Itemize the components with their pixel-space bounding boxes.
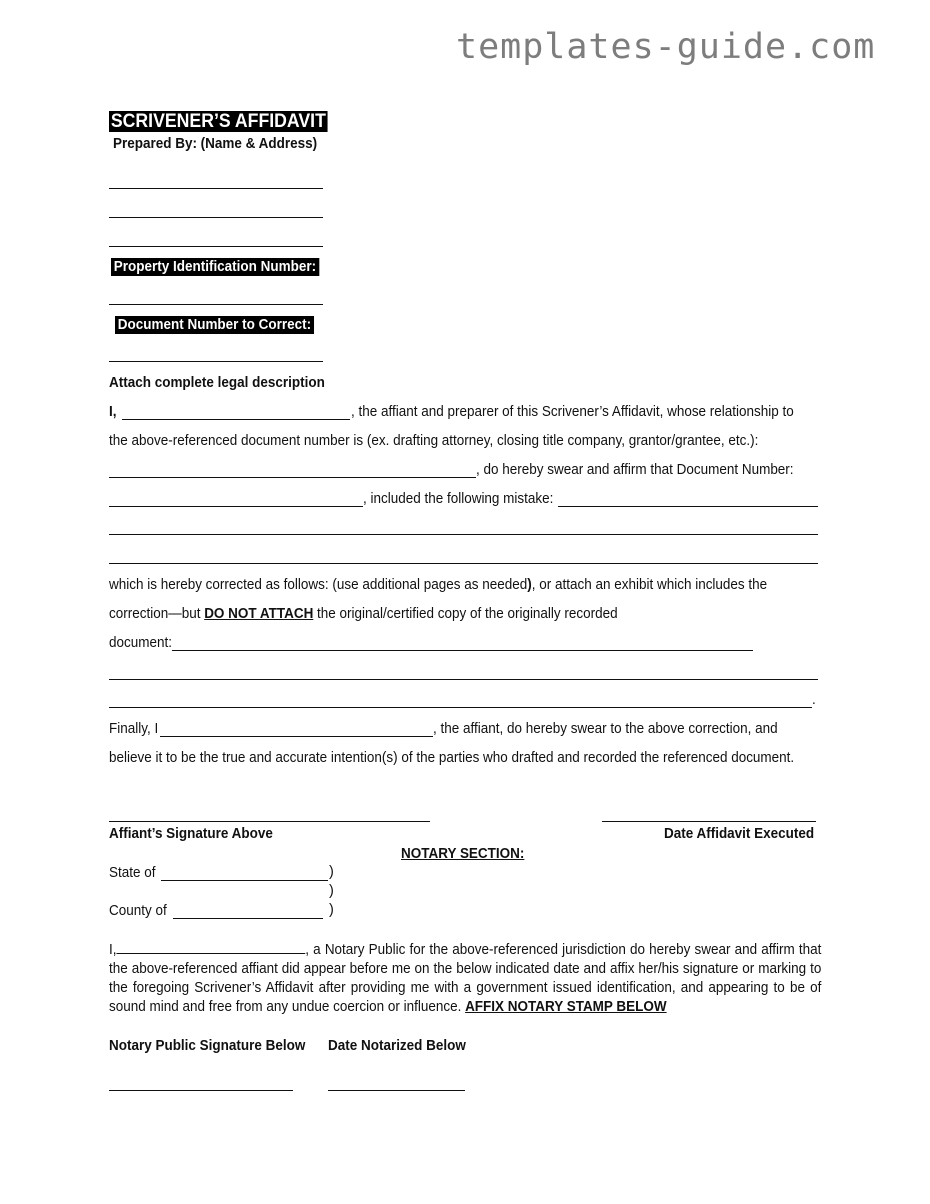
p1-line-d: , included the following mistake: [363, 491, 554, 507]
paren-1: ) [329, 864, 334, 880]
p1-line-b: the above-referenced document number is (ex. drafting attorney, closing title company, grantor/grantee, etc.): [109, 433, 759, 449]
p2-line-a-paren: ) [527, 577, 532, 593]
p2-line-a [109, 577, 767, 593]
notary-section-heading: NOTARY SECTION: [401, 846, 525, 862]
affiant-signature-line[interactable] [109, 821, 430, 822]
notary-signature-line[interactable] [109, 1090, 293, 1091]
county-blank[interactable] [173, 918, 323, 919]
doc-number-label-text: Document Number to Correct: [115, 316, 314, 334]
notary-signature-label: Notary Public Signature Below [109, 1038, 306, 1054]
p2-line-a-text: which is hereby corrected as follows: (use additional pages as needed [109, 577, 528, 593]
p2-end-period: . [812, 692, 816, 708]
date-notarized-line[interactable] [328, 1090, 465, 1091]
paren-3: ) [329, 902, 334, 918]
prepared-by-label: Prepared By: (Name & Address) [113, 136, 318, 152]
p2-line-a-text2: , or attach an exhibit which includes the [531, 577, 768, 593]
doc-number-label [115, 317, 314, 333]
pin-line[interactable] [109, 304, 323, 305]
notary-p-i: I, [109, 942, 117, 958]
preparer-line-3[interactable] [109, 246, 323, 247]
correction-blank-2[interactable] [109, 679, 818, 680]
notary-p-rest: , a Notary Public for the above-referenced jurisdiction do hereby swear and affirm that the above-referenced affiant did appear before me on the below indicated date and affix her/his signature or marking to the foregoing Scrivener’s Affidavit after providing me with a government issued identification, and appearing to be of sound mind and free from any undue coercion or influence. [109, 942, 822, 1015]
preparer-line-2[interactable] [109, 217, 323, 218]
p1-line-a: , the affiant and preparer of this Scrivener’s Affidavit, whose relationship to [351, 404, 794, 420]
paren-2: ) [329, 883, 334, 899]
document-title-text: SCRIVENER’S AFFIDAVIT [110, 111, 326, 132]
correction-blank-3[interactable] [109, 707, 812, 708]
p2-line-b [109, 606, 618, 622]
relationship-blank[interactable] [109, 477, 476, 478]
p2-line-b-pre: correction—but [109, 606, 205, 622]
state-blank[interactable] [161, 880, 328, 881]
p3-line-a-post: , the affiant, do hereby swear to the above correction, and [433, 721, 778, 737]
affiant-signature-label: Affiant’s Signature Above [109, 826, 273, 842]
document-number-blank[interactable] [109, 506, 363, 507]
affiant-name-blank[interactable] [122, 419, 350, 420]
mistake-line-3[interactable] [109, 563, 818, 564]
notary-paragraph [109, 941, 821, 1017]
attach-legal-label: Attach complete legal description [109, 375, 325, 391]
date-executed-label: Date Affidavit Executed [664, 826, 815, 842]
pin-label-text: Property Identification Number: [111, 258, 319, 276]
date-notarized-label: Date Notarized Below [328, 1038, 466, 1054]
document-title [109, 111, 328, 133]
p3-line-b: believe it to be the true and accurate intention(s) of the parties who drafted and recorded the referenced document. [109, 750, 795, 766]
affix-stamp-text: AFFIX NOTARY STAMP BELOW [465, 999, 667, 1015]
p1-line-c: , do hereby swear and affirm that Document Number: [476, 462, 794, 478]
mistake-line-2[interactable] [109, 534, 818, 535]
watermark-text: templates-guide.com [456, 27, 876, 67]
notary-name-blank[interactable] [116, 941, 305, 954]
state-label: State of [109, 865, 156, 881]
mistake-blank[interactable] [558, 506, 818, 507]
county-label: County of [109, 903, 167, 919]
correction-blank-1[interactable] [172, 650, 753, 651]
affiant-final-blank[interactable] [160, 736, 433, 737]
do-not-attach-text: DO NOT ATTACH [204, 606, 314, 622]
date-executed-line[interactable] [602, 821, 816, 822]
preparer-line-1[interactable] [109, 188, 323, 189]
p2-line-b-post: the original/certified copy of the originally recorded [313, 606, 618, 622]
p1-i: I, [109, 404, 117, 420]
pin-label [111, 259, 319, 275]
doc-number-line[interactable] [109, 361, 323, 362]
p3-line-a-pre: Finally, I [109, 721, 159, 737]
p2-line-c: document: [109, 635, 172, 651]
